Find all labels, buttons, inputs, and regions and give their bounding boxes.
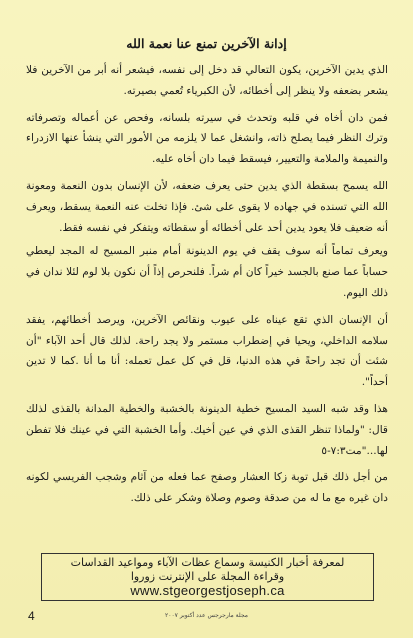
website-link[interactable]: www.stgeorgestjoseph.ca	[130, 583, 285, 598]
page-number: 4	[28, 609, 35, 623]
article-body	[26, 60, 388, 515]
website-info-box	[41, 553, 374, 601]
paragraph-5: أن الإنسان الذي تقع عيناه على عيوب ونقائص الآخرين، ويرصد أخطائهم، يفقد سلامه الداخلي، ويحيا في إضطراب مستمر ولا يجد راحة. لذلك قال أحد الآباء "أن شئت أن تجد راحةً في هذه الدنيا، قل في كل عمل تعمله: أنا ما أنا .كما لا تدين أحداً".	[26, 313, 388, 389]
article-title: إدانة الآخرين تمنع عنا نعمة الله	[126, 36, 287, 51]
paragraph-4: ويعرف تماماً أنه سوف يقف في يوم الدينونة أمام منبر المسيح له المجد ليعطي حساباً عما صنع بالجسد خيراً كان أم شراً. فلنحرص إذاً أن نكون بلا لوم لئلا ندان في ذلك اليوم.	[26, 245, 388, 299]
paragraph-3: الله يسمح بسقطة الذي يدين حتى يعرف ضعفه، لأن الإنسان بدون النعمة ومعونة الله التي تسنده في جهاده لا يقوى على شئ. فإذا تخلت عنه النعمة يسقط، ويعرف أنه ضعيف فلا يعود يدين أحد على أخطائه أو سقطاته ويتفكر في نفسه فقط.	[26, 179, 388, 234]
paragraph-2: فمن دان أخاه في قلبه وتحدث في سيرته بلسانه، وفحص عن أعماله وتصرفاته وترك النظر فيما يصلح ذاته، وانشغل عما لا يلزمه من الأمور التي ينشأ عنها الازدراء والنميمة والملامة والتعيير، فيسقط فيما دان أخاه عليه.	[26, 111, 388, 166]
info-line-2: وقراءة المجلة على الإنترنت زوروا	[130, 570, 285, 583]
footer-caption: مجلة مارجرجس عدد أكتوبر ٢٠٠٧	[165, 612, 248, 619]
info-line-1: لمعرفة أخبار الكنيسة وسماع عظات الآباء ومواعيد القداسات	[70, 556, 345, 569]
paragraph-1: الذي يدين الآخرين، يكون التعالي قد دخل إلى نفسه، فيشعر أنه أبر من الآخرين فلا يشعر بضعفه ولا ينظر إلى أخطائه، لأن الكبرياء تُعمي بصيرته.	[26, 64, 388, 97]
paragraph-7: من أجل ذلك قبل توبة زكا العشار وصفح عما فعله من آثام وشجب الفريسي لكونه دان غيره مع ما له من صدقة وصوم وصلاة وشكر على ذلك.	[26, 471, 388, 505]
paragraph-6: هذا وقد شبه السيد المسيح خطية الدينونة بالخشبة والخطية المدانة بالقذى لذلك قال: "ولماذا تنظر القذى الذي في عين أخيك. وأما الخشبة التي في عينك فلا تفطن لها..."مت٧:٣-٥	[26, 402, 388, 457]
